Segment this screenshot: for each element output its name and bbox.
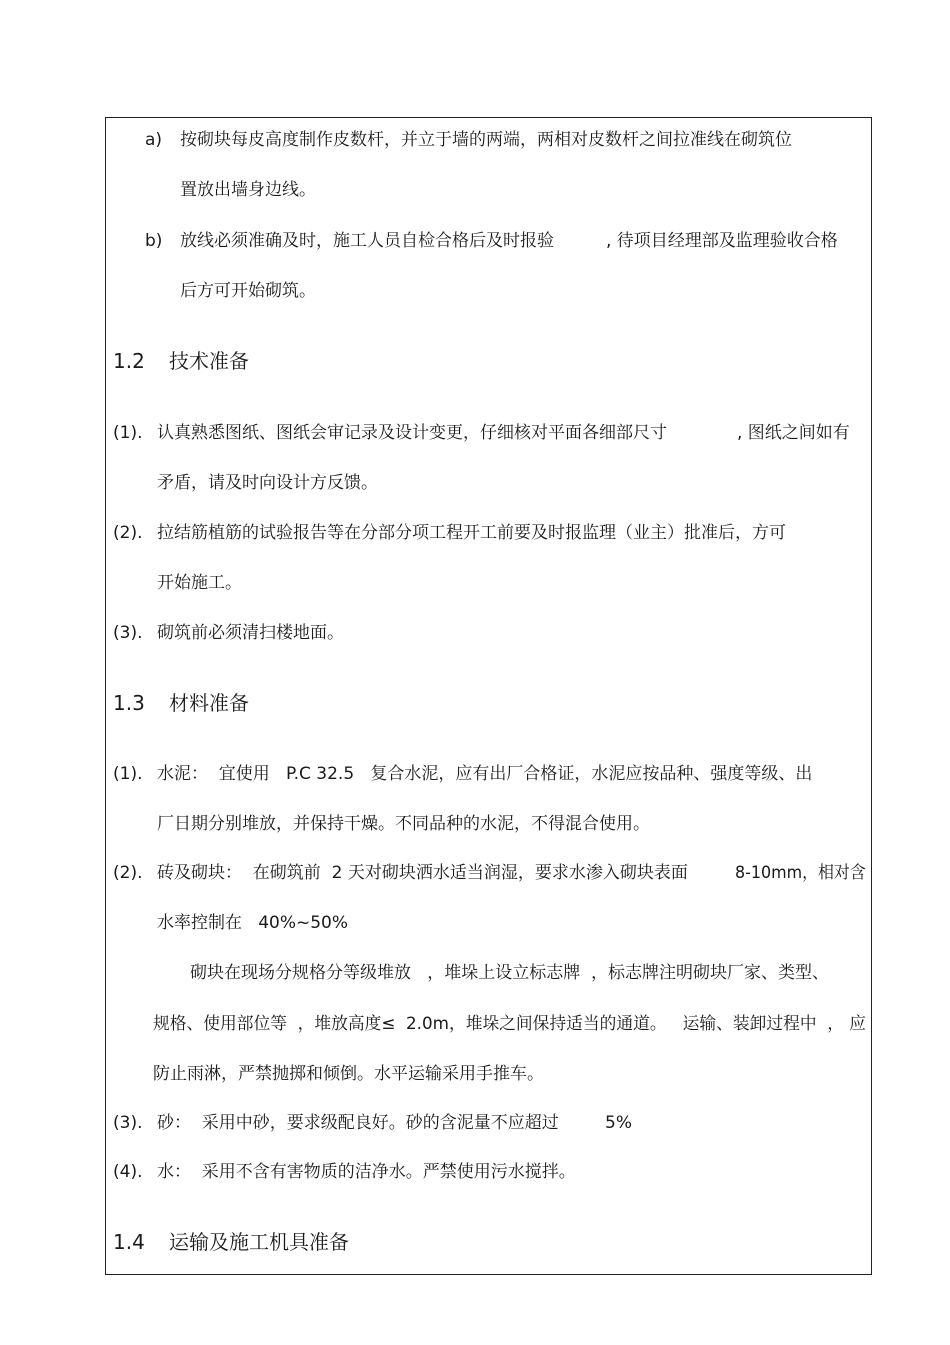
item-marker: a) xyxy=(145,130,163,150)
section-number: 1.2 xyxy=(113,349,145,373)
text-line: 水率控制在 40%~50% xyxy=(157,913,349,933)
text-line: 按砌块每皮高度制作皮数杆，并立于墙的两端，两相对皮数杆之间拉准线在砌筑位 xyxy=(180,130,792,150)
text-line: 砌筑前必须清扫楼地面。 xyxy=(157,623,344,643)
item-marker: (2). xyxy=(113,523,143,543)
text-line: , 待项目经理部及监理验收合格 xyxy=(606,231,838,251)
text-line: , 图纸之间如有 xyxy=(737,423,850,443)
text-line: 规格、使用部位等 ，堆放高度≤ 2.0m，堆垛之间保持适当的通道。 运输、装卸过程中 ， 应 xyxy=(153,1014,867,1034)
text-line: 砂： 采用中砂，要求级配良好。砂的含泥量不应超过 xyxy=(157,1113,559,1133)
text-line: 防止雨淋，严禁抛掷和倾倒。水平运输采用手推车。 xyxy=(153,1064,544,1084)
section-title: 运输及施工机具准备 xyxy=(169,1230,349,1254)
item-marker: (2). xyxy=(113,863,143,883)
text-line: 水： 采用不含有害物质的洁净水。严禁使用污水搅拌。 xyxy=(157,1162,576,1182)
text-line: 5% xyxy=(605,1113,632,1133)
item-marker: (4). xyxy=(113,1162,143,1182)
text-line: 拉结筋植筋的试验报告等在分部分项工程开工前要及时报监理（业主）批准后，方可 xyxy=(157,523,786,543)
item-marker: (3). xyxy=(113,1113,143,1133)
section-title: 材料准备 xyxy=(169,691,249,715)
item-marker: (1). xyxy=(113,423,143,443)
item-marker: (1). xyxy=(113,764,143,784)
item-marker: b) xyxy=(145,231,163,251)
text-line: 放线必须准确及时，施工人员自检合格后及时报验 xyxy=(180,231,554,251)
text-line: 置放出墙身边线。 xyxy=(180,180,316,200)
section-title: 技术准备 xyxy=(169,349,249,373)
text-line: 开始施工。 xyxy=(157,573,242,593)
text-line: 水泥： 宜使用 P.C 32.5 复合水泥，应有出厂合格证，水泥应按品种、强度等级、出 xyxy=(157,764,813,784)
section-number: 1.4 xyxy=(113,1230,145,1254)
text-line: 砌块在现场分规格分等级堆放 ，堆垛上设立标志牌 ，标志牌注明砌块厂家、类型、 xyxy=(190,963,830,983)
text-line: 认真熟悉图纸、图纸会审记录及设计变更，仔细核对平面各细部尺寸 xyxy=(157,423,667,443)
text-line: 8-10mm，相对含 xyxy=(735,863,866,883)
text-line: 后方可开始砌筑。 xyxy=(180,281,316,301)
section-number: 1.3 xyxy=(113,691,145,715)
text-line: 厂日期分别堆放，并保持干燥。不同品种的水泥，不得混合使用。 xyxy=(157,814,650,834)
text-line: 矛盾，请及时向设计方反馈。 xyxy=(157,473,378,493)
item-marker: (3). xyxy=(113,623,143,643)
text-line: 砖及砌块： 在砌筑前 2 天对砌块洒水适当润湿，要求水渗入砌块表面 xyxy=(157,863,688,883)
